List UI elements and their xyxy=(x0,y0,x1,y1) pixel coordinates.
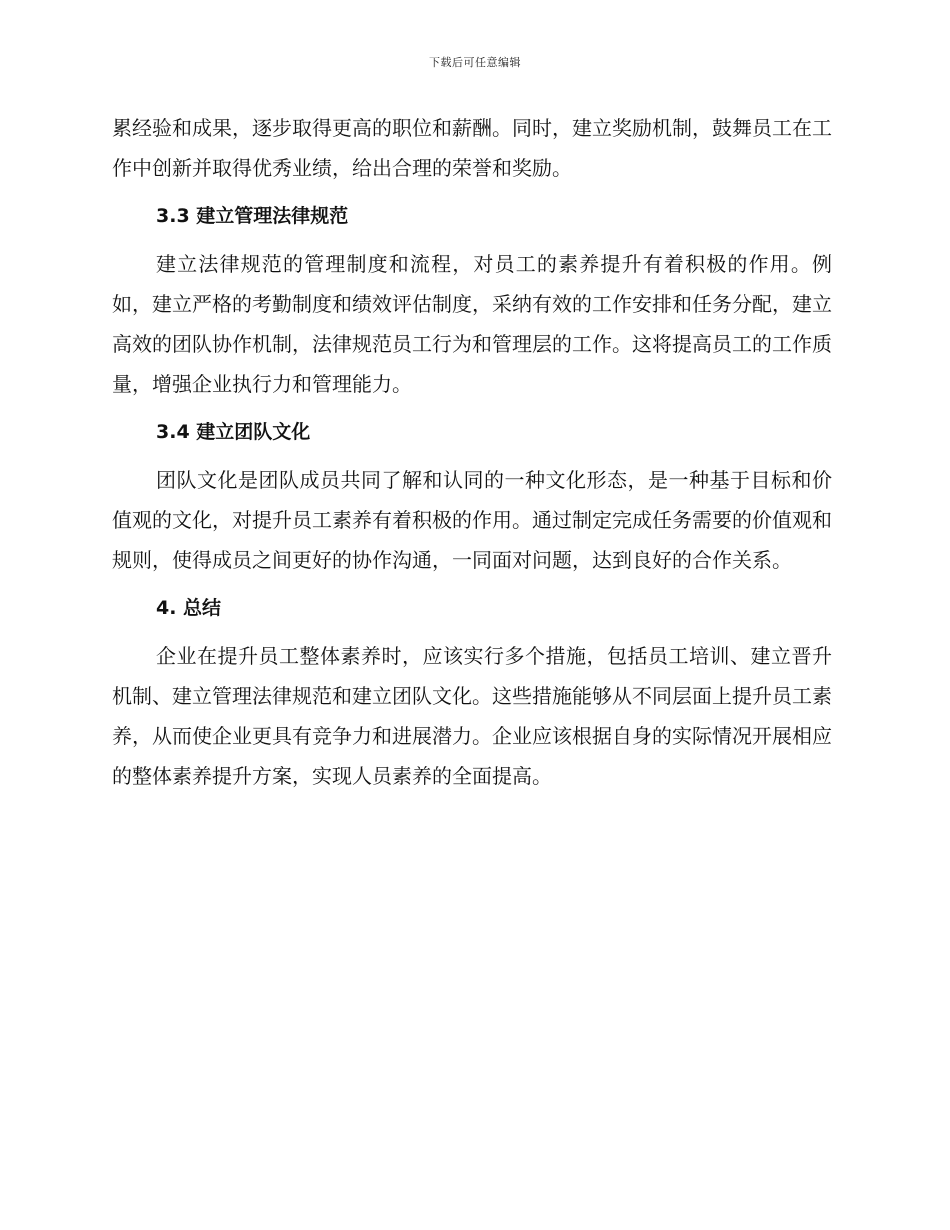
document-body xyxy=(112,108,832,796)
paragraph-management-rules: 建立法律规范的管理制度和流程，对员工的素养提升有着积极的作用。例如，建立严格的考勤制度和绩效评估制度，采纳有效的工作安排和任务分配，建立高效的团队协作机制，法律规范员工行为和管理层的工作。这将提高员工的工作质量，增强企业执行力和管理能力。 xyxy=(112,252,832,396)
section-heading-3-4: 3.4 建立团队文化 xyxy=(156,421,311,443)
section-heading-3-3: 3.3 建立管理法律规范 xyxy=(156,205,349,227)
paragraph-summary: 企业在提升员工整体素养时，应该实行多个措施，包括员工培训、建立晋升机制、建立管理法律规范和建立团队文化。这些措施能够从不同层面上提升员工素养，从而使企业更具有竞争力和进展潜力。企业应该根据自身的实际情况开展相应的整体素养提升方案，实现人员素养的全面提高。 xyxy=(112,644,832,788)
section-heading-4: 4. 总结 xyxy=(156,597,222,619)
page-header: 下载后可任意编辑 xyxy=(429,56,521,69)
paragraph-continued: 累经验和成果，逐步取得更高的职位和薪酬。同时，建立奖励机制，鼓舞员工在工作中创新并取得优秀业绩，给出合理的荣誉和奖励。 xyxy=(112,116,832,180)
paragraph-team-culture: 团队文化是团队成员共同了解和认同的一种文化形态，是一种基于目标和价值观的文化，对提升员工素养有着积极的作用。通过制定完成任务需要的价值观和规则，使得成员之间更好的协作沟通，一同面对问题，达到良好的合作关系。 xyxy=(112,468,832,572)
